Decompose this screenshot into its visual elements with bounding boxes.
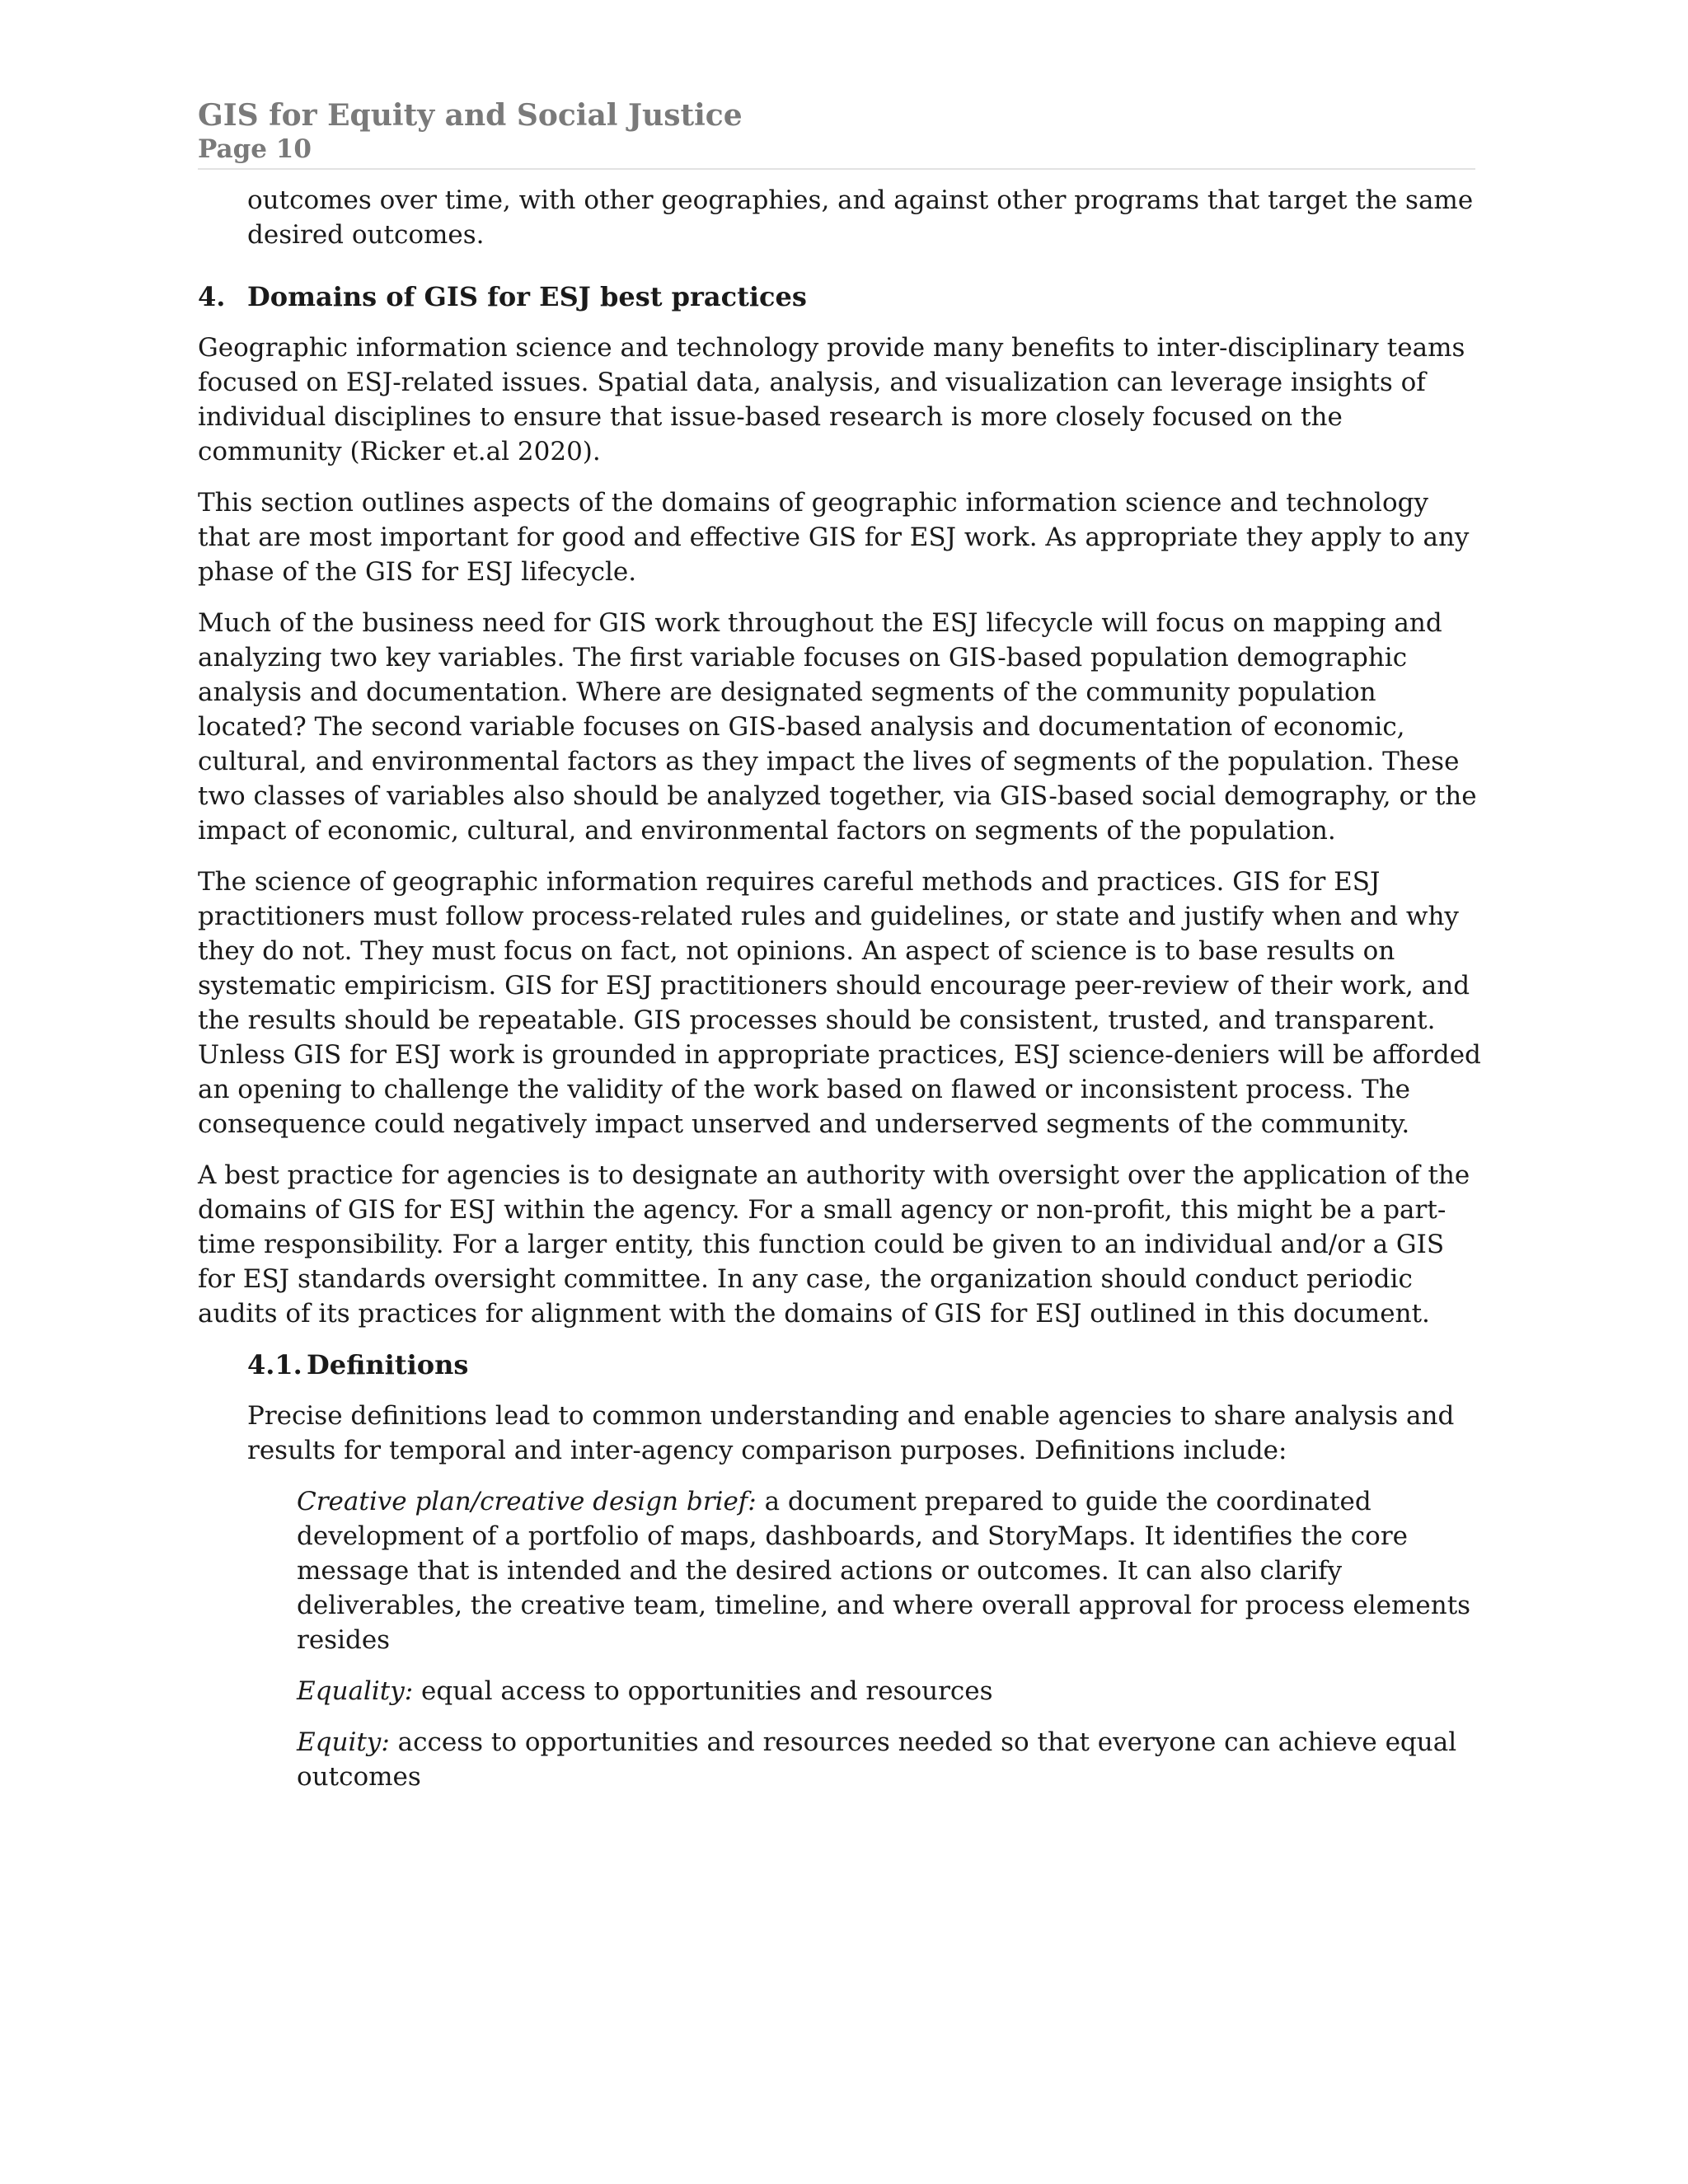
definition-term: Equity: [297,1727,390,1757]
body-paragraph: A best practice for agencies is to designate an authority with oversight over the application of the domains of GIS for ESJ within the agency. For a small agency or non-profit, this might be a part-time responsibility. For a larger entity, this function could be given to an individual and/or a GIS for ESJ standards oversight committee. In any case, the organization should conduct periodic audits of its practices for alignment with the domains of GIS for ESJ outlined in this document. [198,1160,1470,1329]
subsection-heading [247,1347,1484,1382]
definition-text: a document prepared to guide the coordinated development of a portfolio of maps, dashboards, and StoryMaps. It identifies the core message that is intended and the desired actions or outcomes. It can also clarify deliverables, the creative team, timeline, and where overall approval for process elements resides [297,1487,1471,1655]
section-title: Domains of GIS for ESJ best practices [247,281,807,312]
definition-item [297,1725,1484,1794]
body-paragraph: The science of geographic information requires careful methods and practices. GIS for ESJ practitioners must follow process-related rules and guidelines, or state and justify when and why they do not. They must focus on fact, not opinions. An aspect of science is to base results on systematic empiricism. GIS for ESJ practitioners should encourage peer-review of their work, and the results should be repeatable. GIS processes should be consistent, trusted, and transparent. Unless GIS for ESJ work is grounded in appropriate practices, ESJ science-deniers will be afforded an opening to challenge the validity of the work based on flawed or inconsistent process. The consequence could negatively impact unserved and underserved segments of the community. [198,867,1481,1139]
page-header [198,97,1475,170]
subsection-number: 4.1. [247,1349,302,1380]
page-body [198,183,1484,1811]
body-paragraph: Much of the business need for GIS work throughout the ESJ lifecycle will focus on mapping and analyzing two key variables. The first variable focuses on GIS-based population demographic analysis and documentation. Where are designated segments of the community population located? The second variable focuses on GIS-based analysis and documentation of economic, cultural, and environmental factors as they impact the lives of segments of the population. These two classes of variables also should be analyzed together, via GIS-based social demography, or the impact of economic, cultural, and environmental factors on segments of the population. [198,608,1477,846]
body-paragraph: Geographic information science and technology provide many benefits to inter-disciplinary teams focused on ESJ-related issues. Spatial data, analysis, and visualization can leverage insights of individual disciplines to ensure that issue-based research is more closely focused on the community (Ricker et.al 2020). [198,333,1465,466]
definition-term: Equality: [297,1676,414,1706]
definition-term: Creative plan/creative design brief: [297,1487,757,1516]
definition-item [297,1484,1484,1657]
definition-item [297,1674,1484,1708]
page-number: Page 10 [198,134,312,164]
document-title: GIS for Equity and Social Justice [198,98,743,133]
definition-text: equal access to opportunities and resources [413,1676,993,1706]
definition-text: access to opportunities and resources needed so that everyone can achieve equal outcomes [297,1727,1457,1792]
section-heading [198,279,1484,314]
definitions-intro: Precise definitions lead to common understanding and enable agencies to share analysis and results for temporal and inter-agency comparison purposes. Definitions include: [247,1401,1455,1465]
section-number: 4. [198,281,226,312]
body-paragraph: This section outlines aspects of the domains of geographic information science and technology that are most important for good and effective GIS for ESJ work. As appropriate they apply to any phase of the GIS for ESJ lifecycle. [198,488,1470,587]
continuation-paragraph: outcomes over time, with other geographies, and against other programs that target the same desired outcomes. [247,185,1474,250]
subsection-title: Definitions [307,1349,469,1380]
